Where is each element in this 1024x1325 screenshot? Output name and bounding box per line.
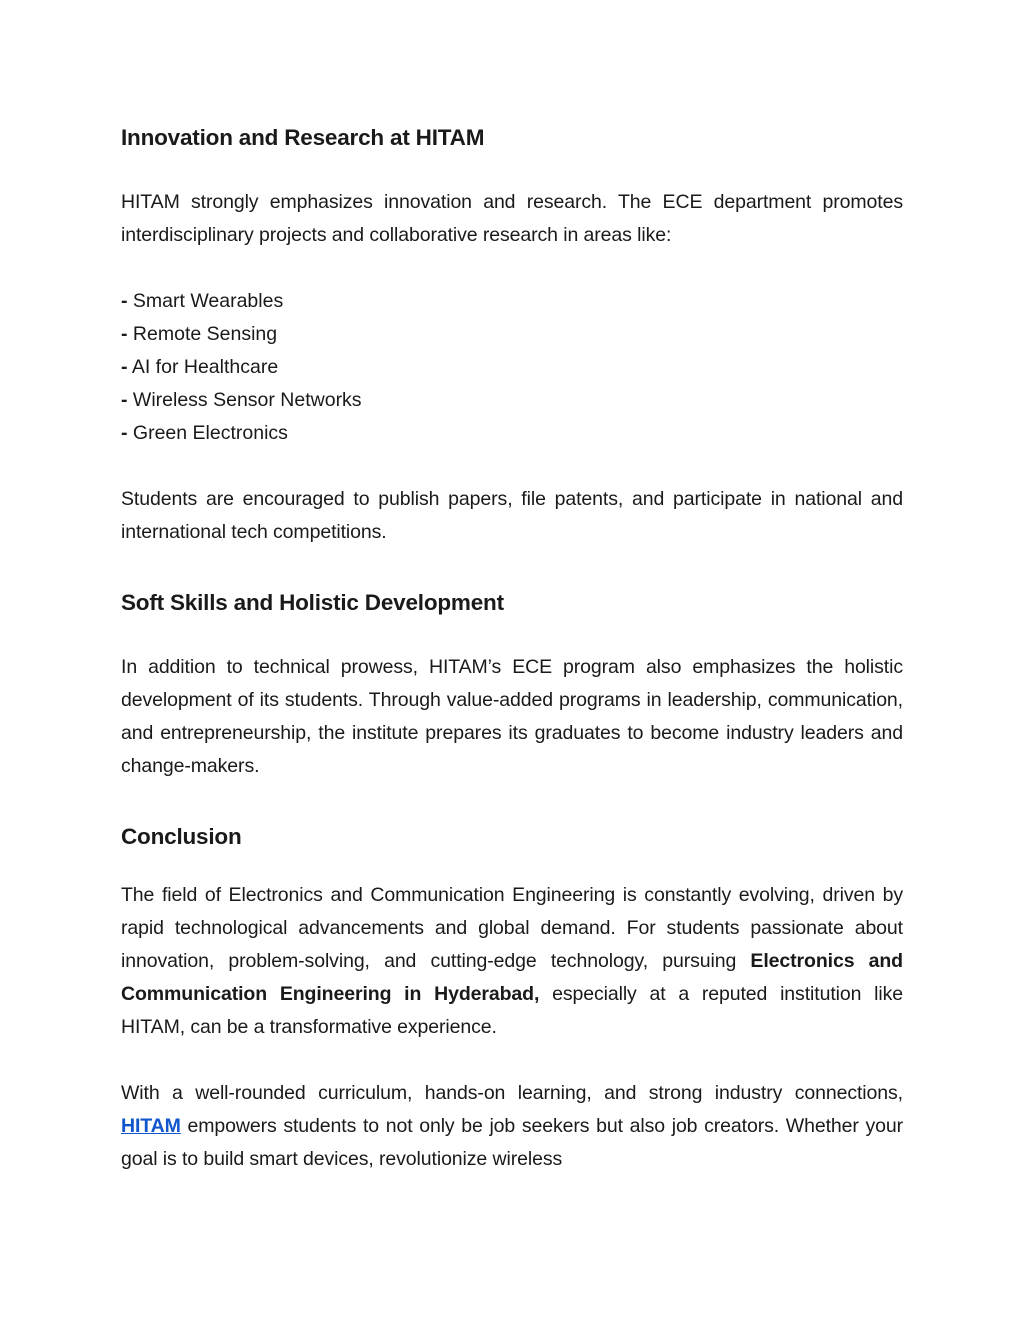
list-dash: -: [121, 356, 128, 378]
soft-skills-paragraph: In addition to technical prowess, HITAM’s ECE program also emphasizes the holistic development of its students. Through value-added programs in leadership, communication, and entrepreneurship, the institute prepares its graduates to become industry leaders and change-makers.: [121, 656, 903, 777]
list-dash: -: [121, 389, 128, 411]
list-item-label: Wireless Sensor Networks: [132, 389, 362, 411]
research-areas-list: [121, 285, 903, 450]
list-dash: -: [121, 290, 128, 312]
list-item: [121, 351, 903, 384]
list-item: [121, 417, 903, 450]
conclusion-text-after: especially at a reputed institution like HITAM, can be a transformative experience.: [121, 983, 903, 1038]
list-dash: -: [121, 422, 128, 444]
conclusion-paragraph-2: [121, 1077, 903, 1176]
innovation-outro-paragraph: Students are encouraged to publish papers, file patents, and participate in national and international tech competitions.: [121, 488, 903, 543]
conclusion-bold-phrase: Electronics and Communication Engineering in Hyderabad,: [121, 950, 903, 1005]
list-item-label: Green Electronics: [132, 422, 288, 444]
section-heading-conclusion: Conclusion: [121, 824, 242, 849]
list-item: [121, 285, 903, 318]
section-heading-innovation: Innovation and Research at HITAM: [121, 125, 485, 150]
section-heading-soft-skills: Soft Skills and Holistic Development: [121, 590, 504, 615]
list-item: [121, 318, 903, 351]
list-item-label: Smart Wearables: [132, 290, 284, 312]
list-dash: -: [121, 323, 128, 345]
innovation-intro-paragraph: HITAM strongly emphasizes innovation and research. The ECE department promotes interdisciplinary projects and collaborative research in areas like:: [121, 191, 903, 246]
conclusion-paragraph-1: [121, 879, 903, 1044]
conclusion-p2-before: With a well-rounded curriculum, hands-on learning, and strong industry connections,: [121, 1082, 903, 1104]
conclusion-p2-after: empowers students to not only be job seekers but also job creators. Whether your goal is to build smart devices, revolutionize wireless: [121, 1115, 903, 1170]
conclusion-text-before: The field of Electronics and Communication Engineering is constantly evolving, driven by rapid technological advancements and global demand. For students passionate about innovation, problem-solving, and cutting-edge technology, pursuing: [121, 884, 903, 972]
list-item-label: AI for Healthcare: [131, 356, 279, 378]
list-item: [121, 384, 903, 417]
hitam-link[interactable]: HITAM: [121, 1115, 181, 1137]
list-item-label: Remote Sensing: [132, 323, 278, 345]
